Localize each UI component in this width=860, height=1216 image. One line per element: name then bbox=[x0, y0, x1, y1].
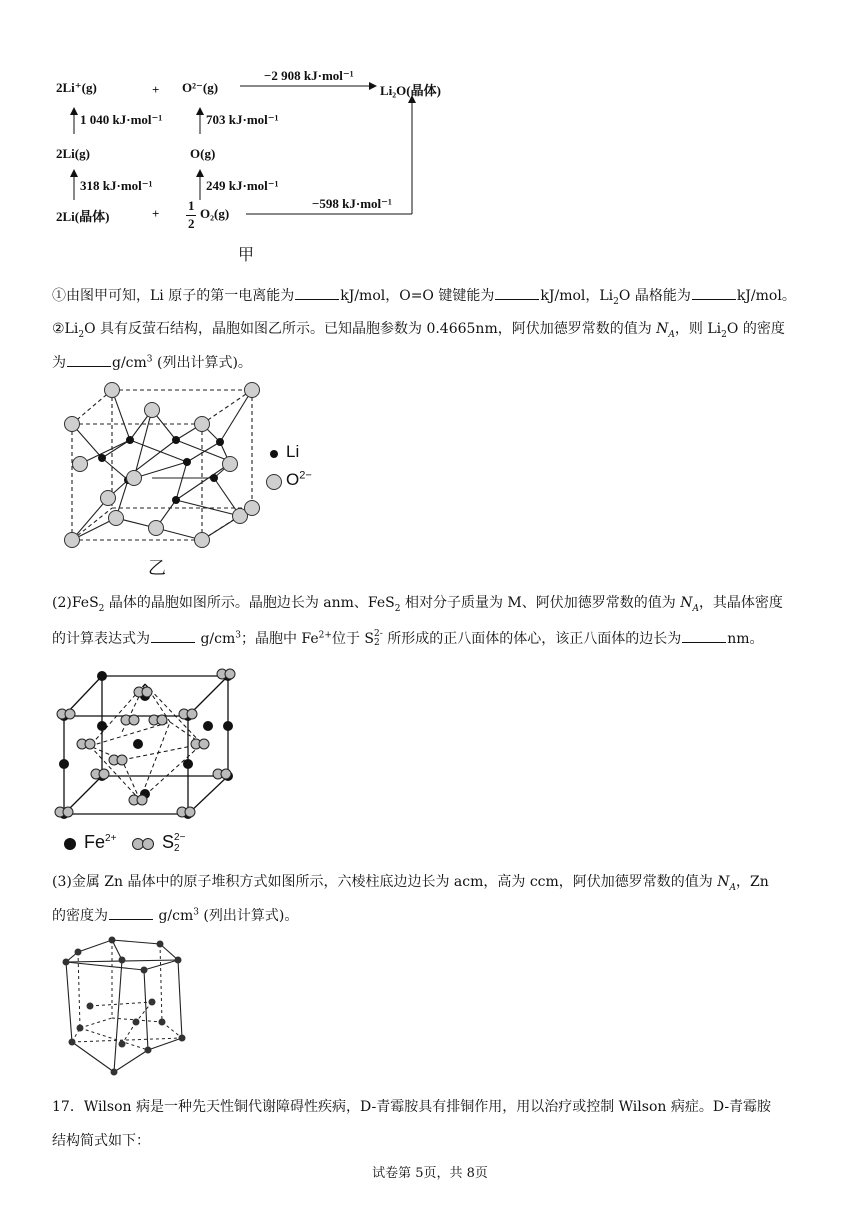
q3-line2: 的密度为 $g/cm^3$ (列出计算式)。 bbox=[52, 905, 298, 926]
yi-caption: 乙 bbox=[148, 558, 166, 579]
born-haber-arrows bbox=[50, 70, 470, 270]
legend-s2-marker bbox=[133, 839, 154, 850]
answer-blank-2[interactable] bbox=[495, 285, 539, 300]
jia-caption: 甲 bbox=[238, 245, 255, 264]
jia-product: Li₂O(晶体) bbox=[380, 83, 441, 98]
jia-left-up2: 318 kJ·mol⁻¹ bbox=[80, 178, 153, 193]
jia-plus-bottom: + bbox=[152, 206, 160, 221]
legend-li-label: Li bbox=[286, 442, 300, 461]
q1-line2: $②Li_2O$ 具有反萤石结构，晶胞如图乙所示。已知晶胞参数为 0.4665nm，阿伏加德罗常数的值为 $N_A$，则 $Li_2O$ 的密度 bbox=[52, 321, 785, 340]
legend-o-marker bbox=[267, 475, 282, 490]
jia-plus-top: + bbox=[152, 82, 160, 97]
q17-line2: 结构简式如下： bbox=[52, 1133, 150, 1149]
answer-blank-4[interactable] bbox=[67, 352, 111, 367]
jia-left-mid: 2Li(g) bbox=[56, 146, 90, 161]
q1-line3: 为 $g/cm^3$ (列出计算式)。 bbox=[52, 352, 252, 373]
jia-half-den: 2 bbox=[188, 216, 195, 231]
q2-line1: (2)FeS$_2$ 晶体的晶胞如图所示。晶胞边长为 anm、FeS$_2$ 相对分子质量为 M、阿伏加德罗常数的值为 $N_A$，其晶体密度 bbox=[52, 595, 783, 614]
answer-blank-5[interactable] bbox=[151, 628, 195, 643]
q2-line2: 的计算表达式为 $g/cm^3$；晶胞中 $Fe^{2+}$位于 S 2- 2 所形成的正八面体的体心，该正八面体的边长为 nm。 bbox=[52, 629, 764, 648]
jia-mid-mid: O(g) bbox=[190, 146, 216, 161]
legend-fe-label: $Fe^{2+}$ bbox=[84, 832, 117, 852]
answer-blank-7[interactable] bbox=[109, 905, 153, 920]
q1-line1: ①由图甲可知，Li 原子的第一电离能为 kJ/mol，O=O 键键能为 kJ/mol，$Li_2O$ 晶格能为 kJ/mol。 bbox=[52, 285, 796, 306]
legend-o-label: $O^{2-}$ bbox=[286, 469, 312, 489]
jia-top-mid: O²⁻(g) bbox=[182, 80, 219, 95]
zn-atoms bbox=[63, 937, 186, 1076]
jia-left-up1: 1 040 kJ·mol⁻¹ bbox=[80, 112, 163, 127]
jia-top-arrow-label: −2 908 kJ·mol⁻¹ bbox=[264, 68, 354, 83]
figure-fes2 bbox=[52, 660, 272, 868]
jia-mid-up1: 703 kJ·mol⁻¹ bbox=[206, 112, 279, 127]
jia-bottom-left: 2Li(晶体) bbox=[56, 209, 110, 224]
legend-s2-label: S 2− 2 bbox=[162, 832, 186, 855]
q17-line1: 17．Wilson 病是一种先天性铜代谢障碍性疾病，D-青霉胺具有排铜作用，用以治疗或控制 Wilson 病症。D-青霉胺 bbox=[52, 1099, 772, 1115]
jia-top-left: 2Li⁺(g) bbox=[56, 80, 97, 95]
legend-li-marker bbox=[270, 450, 278, 458]
figure-yi bbox=[52, 378, 332, 578]
answer-blank-6[interactable] bbox=[682, 628, 726, 643]
page-footer: 试卷第 5页，共 8页 bbox=[372, 1166, 488, 1181]
jia-bottom-o2: O₂(g) bbox=[200, 206, 230, 221]
figure-jia bbox=[50, 70, 470, 270]
jia-mid-up2: 249 kJ·mol⁻¹ bbox=[206, 178, 279, 193]
q3-line1: (3)金属 Zn 晶体中的原子堆积方式如图所示，六棱柱底边边长为 acm，高为 ccm，阿伏加德罗常数的值为 $N_A$，Zn bbox=[52, 874, 769, 893]
answer-blank-3[interactable] bbox=[692, 285, 736, 300]
jia-half-num: 1 bbox=[188, 198, 195, 213]
answer-blank-1[interactable] bbox=[295, 285, 339, 300]
jia-bottom-arrow-label: −598 kJ·mol⁻¹ bbox=[312, 196, 392, 211]
figure-zn-hcp bbox=[52, 932, 202, 1082]
legend-fe-marker bbox=[64, 838, 76, 850]
zn-hexagonal-prism bbox=[52, 932, 202, 1082]
